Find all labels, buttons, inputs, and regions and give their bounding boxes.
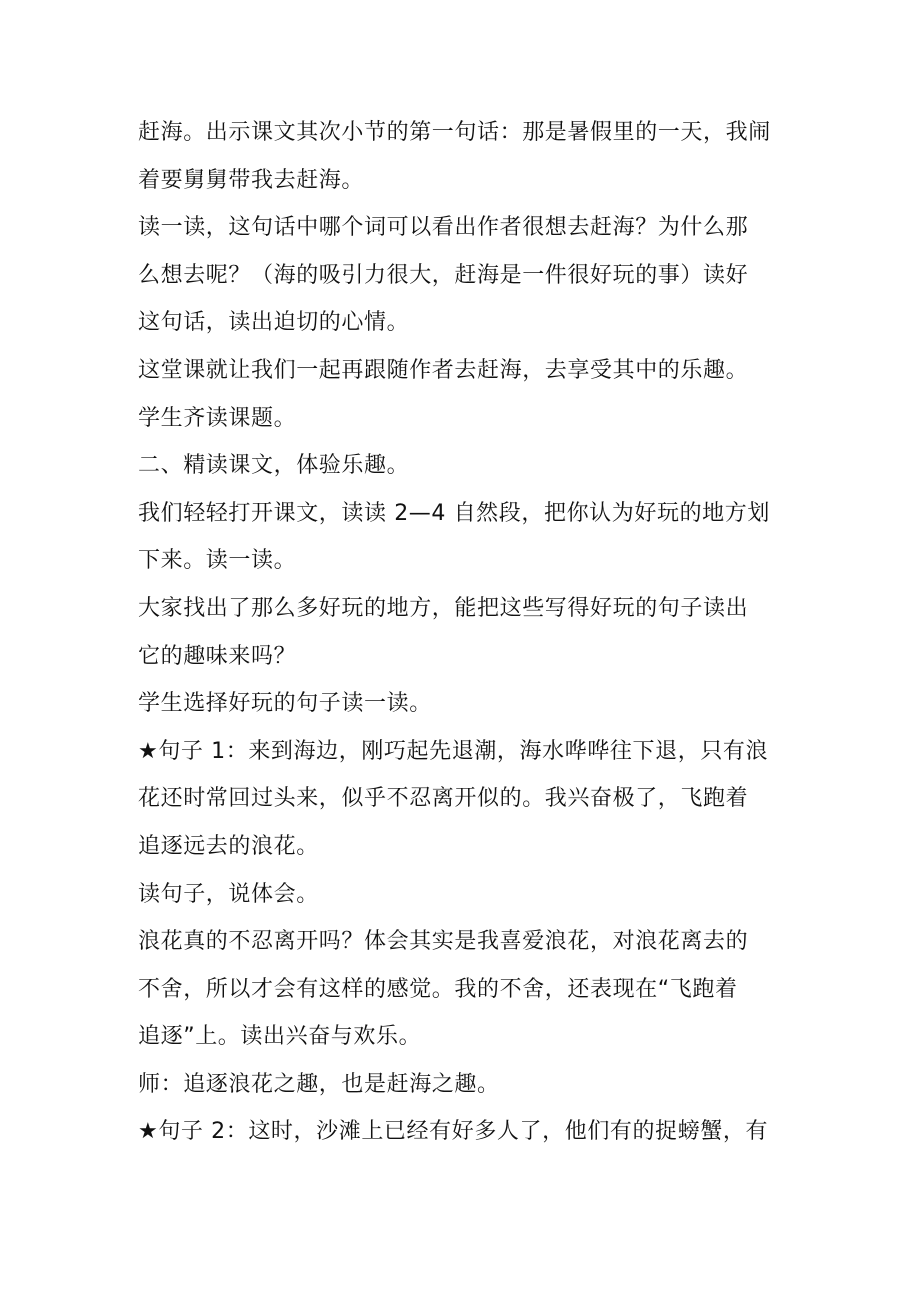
text-line: 追逐”上。读出兴奋与欢乐。 xyxy=(138,1024,422,1050)
text-line: 它的趣味来吗？ xyxy=(138,643,297,669)
text-line: 下来。读一读。 xyxy=(138,548,297,574)
text-line: 这堂课就让我们一起再跟随作者去赶海，去享受其中的乐趣。 xyxy=(138,357,749,383)
text-line: 花还时常回过头来，似乎不忍离开似的。我兴奋极了，飞跑着 xyxy=(138,786,749,812)
text-line: 么想去呢？（海的吸引力很大，赶海是一件很好玩的事）读好 xyxy=(138,262,749,288)
sentence-item: ★句子 2：这时，沙滩上已经有好多人了，他们有的捉螃蟹，有 xyxy=(138,1119,769,1145)
text-line: 学生选择好玩的句子读一读。 xyxy=(138,691,432,717)
text-line: 浪花真的不忍离开吗？体会其实是我喜爱浪花，对浪花离去的 xyxy=(138,929,749,955)
section-heading: 二、精读课文，体验乐趣。 xyxy=(138,453,410,479)
sentence-item: ★句子 1：来到海边，刚巧起先退潮，海水哗哗往下退，只有浪 xyxy=(138,738,769,764)
text-line: 赶海。出示课文其次小节的第一句话：那是暑假里的一天，我闹 xyxy=(138,120,771,145)
text-line: 这句话，读出迫切的心情。 xyxy=(138,310,410,336)
text-line: 师：追逐浪花之趣，也是赶海之趣。 xyxy=(138,1071,500,1097)
text-line: 学生齐读课题。 xyxy=(138,405,297,431)
text-line: 大家找出了那么多好玩的地方，能把这些写得好玩的句子读出 xyxy=(138,595,749,621)
text-line: 着要舅舅带我去赶海。 xyxy=(138,167,365,193)
text-line: 读一读，这句话中哪个词可以看出作者很想去赶海？为什么那 xyxy=(138,215,749,241)
document-body xyxy=(138,109,788,1156)
text-line: 读句子，说体会。 xyxy=(138,881,319,907)
text-line: 追逐远去的浪花。 xyxy=(138,833,319,859)
text-line: 不舍，所以才会有这样的感觉。我的不舍，还表现在“飞跑着 xyxy=(138,976,738,1002)
text-line: 我们轻轻打开课文，读读 2—4 自然段，把你认为好玩的地方划 xyxy=(138,500,770,526)
